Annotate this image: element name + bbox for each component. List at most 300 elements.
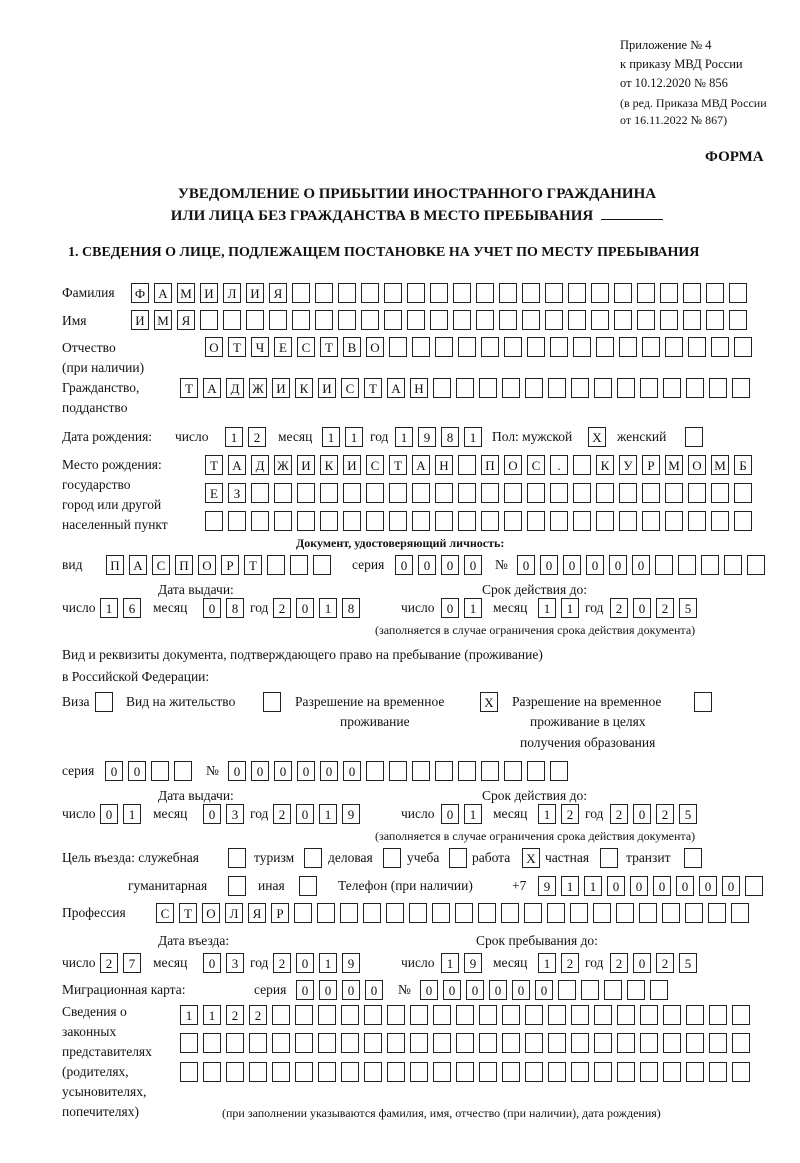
char-cell[interactable] (295, 1062, 313, 1082)
char-cell[interactable] (341, 1005, 359, 1025)
char-cell[interactable] (502, 1062, 520, 1082)
char-cell[interactable]: 0 (441, 598, 459, 618)
char-cell[interactable] (499, 283, 517, 303)
char-cell[interactable]: 0 (296, 953, 314, 973)
char-cell[interactable]: 0 (319, 980, 337, 1000)
char-cell[interactable] (525, 1033, 543, 1053)
char-cell[interactable] (571, 378, 589, 398)
checkbox-cell[interactable] (685, 427, 703, 447)
char-cell[interactable]: С (527, 455, 545, 475)
char-cell[interactable] (639, 903, 657, 923)
char-cell[interactable]: 1 (322, 427, 340, 447)
char-cell[interactable] (456, 1005, 474, 1025)
char-cell[interactable] (364, 1005, 382, 1025)
id-number-field[interactable] (517, 555, 765, 575)
char-cell[interactable] (686, 1033, 704, 1053)
char-cell[interactable]: Я (269, 283, 287, 303)
char-cell[interactable] (558, 980, 576, 1000)
purpose-service-checkbox[interactable] (228, 848, 246, 868)
char-cell[interactable] (596, 483, 614, 503)
char-cell[interactable] (251, 483, 269, 503)
char-cell[interactable] (637, 310, 655, 330)
char-cell[interactable] (481, 761, 499, 781)
checkbox-cell[interactable]: X (522, 848, 540, 868)
char-cell[interactable]: 0 (251, 761, 269, 781)
char-cell[interactable]: 0 (296, 980, 314, 1000)
entry-day-field[interactable] (100, 953, 141, 973)
char-cell[interactable] (389, 483, 407, 503)
char-cell[interactable]: 0 (203, 804, 221, 824)
char-cell[interactable]: 0 (699, 876, 717, 896)
purpose-study-checkbox[interactable] (449, 848, 467, 868)
char-cell[interactable]: 1 (345, 427, 363, 447)
char-cell[interactable] (522, 283, 540, 303)
char-cell[interactable] (456, 378, 474, 398)
char-cell[interactable] (456, 1062, 474, 1082)
birth-place-field-3[interactable] (205, 511, 752, 531)
char-cell[interactable]: В (343, 337, 361, 357)
char-cell[interactable]: 9 (342, 953, 360, 973)
char-cell[interactable]: Т (320, 337, 338, 357)
id-issue-day-field[interactable] (100, 598, 141, 618)
char-cell[interactable] (180, 1033, 198, 1053)
stay-day-field[interactable] (441, 953, 482, 973)
char-cell[interactable]: 1 (225, 427, 243, 447)
char-cell[interactable]: 0 (632, 555, 650, 575)
birth-year-field[interactable] (395, 427, 482, 447)
permit-series-field[interactable] (105, 761, 192, 781)
char-cell[interactable]: С (341, 378, 359, 398)
char-cell[interactable]: Т (364, 378, 382, 398)
char-cell[interactable] (453, 283, 471, 303)
char-cell[interactable]: И (297, 455, 315, 475)
char-cell[interactable]: 8 (226, 598, 244, 618)
char-cell[interactable] (292, 283, 310, 303)
char-cell[interactable] (650, 980, 668, 1000)
char-cell[interactable] (479, 1005, 497, 1025)
char-cell[interactable]: 2 (610, 953, 628, 973)
char-cell[interactable]: 8 (441, 427, 459, 447)
char-cell[interactable] (226, 1033, 244, 1053)
char-cell[interactable] (685, 903, 703, 923)
id-valid-year-field[interactable] (610, 598, 697, 618)
char-cell[interactable]: 9 (342, 804, 360, 824)
char-cell[interactable] (571, 1005, 589, 1025)
char-cell[interactable]: М (665, 455, 683, 475)
purpose-work-checkbox[interactable] (522, 848, 540, 868)
char-cell[interactable] (522, 310, 540, 330)
char-cell[interactable]: Е (274, 337, 292, 357)
char-cell[interactable]: Н (410, 378, 428, 398)
char-cell[interactable] (686, 1062, 704, 1082)
char-cell[interactable] (591, 283, 609, 303)
char-cell[interactable]: 0 (466, 980, 484, 1000)
char-cell[interactable]: 0 (609, 555, 627, 575)
char-cell[interactable] (640, 1005, 658, 1025)
char-cell[interactable] (665, 511, 683, 531)
char-cell[interactable] (435, 761, 453, 781)
char-cell[interactable] (548, 1005, 566, 1025)
checkbox-cell[interactable] (684, 848, 702, 868)
char-cell[interactable]: 1 (441, 953, 459, 973)
char-cell[interactable]: Б (734, 455, 752, 475)
trp-checkbox[interactable] (480, 692, 498, 712)
char-cell[interactable] (274, 511, 292, 531)
patronymic-field[interactable] (205, 337, 752, 357)
checkbox-cell[interactable] (299, 876, 317, 896)
reps-field-2[interactable] (180, 1033, 750, 1053)
char-cell[interactable] (594, 1005, 612, 1025)
char-cell[interactable] (315, 310, 333, 330)
char-cell[interactable]: 0 (320, 761, 338, 781)
permit-valid-year-field[interactable] (610, 804, 697, 824)
profession-field[interactable] (156, 903, 749, 923)
char-cell[interactable]: 1 (395, 427, 413, 447)
surname-field[interactable] (131, 283, 747, 303)
char-cell[interactable] (389, 337, 407, 357)
char-cell[interactable] (502, 1033, 520, 1053)
char-cell[interactable]: 0 (297, 761, 315, 781)
char-cell[interactable] (343, 483, 361, 503)
birth-place-field-2[interactable] (205, 483, 752, 503)
char-cell[interactable]: 1 (464, 598, 482, 618)
stay-month-field[interactable] (538, 953, 579, 973)
char-cell[interactable]: 0 (633, 804, 651, 824)
char-cell[interactable] (479, 1062, 497, 1082)
char-cell[interactable]: 0 (203, 953, 221, 973)
char-cell[interactable] (665, 483, 683, 503)
residence-checkbox[interactable] (263, 692, 281, 712)
char-cell[interactable] (315, 283, 333, 303)
char-cell[interactable] (548, 378, 566, 398)
char-cell[interactable]: Т (205, 455, 223, 475)
char-cell[interactable] (340, 903, 358, 923)
char-cell[interactable] (412, 337, 430, 357)
char-cell[interactable] (407, 310, 425, 330)
char-cell[interactable]: 1 (319, 598, 337, 618)
char-cell[interactable]: И (343, 455, 361, 475)
purpose-humanitarian-checkbox[interactable] (228, 876, 246, 896)
char-cell[interactable] (711, 511, 729, 531)
char-cell[interactable] (267, 555, 285, 575)
char-cell[interactable] (412, 483, 430, 503)
char-cell[interactable] (548, 1033, 566, 1053)
char-cell[interactable]: К (320, 455, 338, 475)
char-cell[interactable]: Т (228, 337, 246, 357)
sex-female-checkbox[interactable] (685, 427, 703, 447)
char-cell[interactable] (640, 1033, 658, 1053)
purpose-private-checkbox[interactable] (600, 848, 618, 868)
char-cell[interactable]: Т (180, 378, 198, 398)
char-cell[interactable]: 0 (203, 598, 221, 618)
char-cell[interactable]: А (412, 455, 430, 475)
char-cell[interactable]: 1 (584, 876, 602, 896)
char-cell[interactable] (504, 337, 522, 357)
char-cell[interactable]: 0 (441, 804, 459, 824)
char-cell[interactable] (683, 283, 701, 303)
permit-number-field[interactable] (228, 761, 568, 781)
trp-edu-checkbox[interactable] (694, 692, 712, 712)
char-cell[interactable]: 0 (722, 876, 740, 896)
char-cell[interactable]: О (504, 455, 522, 475)
char-cell[interactable] (525, 1005, 543, 1025)
char-cell[interactable] (318, 1005, 336, 1025)
char-cell[interactable]: К (295, 378, 313, 398)
char-cell[interactable] (708, 903, 726, 923)
char-cell[interactable]: 0 (630, 876, 648, 896)
char-cell[interactable] (711, 483, 729, 503)
char-cell[interactable] (525, 378, 543, 398)
char-cell[interactable]: Л (223, 283, 241, 303)
char-cell[interactable]: А (387, 378, 405, 398)
char-cell[interactable]: 2 (226, 1005, 244, 1025)
char-cell[interactable] (294, 903, 312, 923)
char-cell[interactable] (226, 1062, 244, 1082)
char-cell[interactable]: 2 (561, 804, 579, 824)
char-cell[interactable] (662, 903, 680, 923)
char-cell[interactable]: М (711, 455, 729, 475)
char-cell[interactable] (174, 761, 192, 781)
char-cell[interactable]: 0 (343, 761, 361, 781)
char-cell[interactable] (604, 980, 622, 1000)
checkbox-cell[interactable] (383, 848, 401, 868)
char-cell[interactable]: 0 (512, 980, 530, 1000)
char-cell[interactable] (619, 337, 637, 357)
char-cell[interactable] (456, 1033, 474, 1053)
id-issue-year-field[interactable] (273, 598, 360, 618)
char-cell[interactable]: Ж (249, 378, 267, 398)
char-cell[interactable] (343, 511, 361, 531)
permit-valid-month-field[interactable] (538, 804, 579, 824)
char-cell[interactable] (433, 378, 451, 398)
char-cell[interactable]: 0 (607, 876, 625, 896)
char-cell[interactable] (479, 378, 497, 398)
char-cell[interactable] (642, 511, 660, 531)
char-cell[interactable] (478, 903, 496, 923)
char-cell[interactable] (711, 337, 729, 357)
char-cell[interactable] (366, 483, 384, 503)
id-series-field[interactable] (395, 555, 482, 575)
visa-checkbox[interactable] (95, 692, 113, 712)
sex-male-checkbox[interactable] (588, 427, 606, 447)
char-cell[interactable] (341, 1033, 359, 1053)
char-cell[interactable] (686, 378, 704, 398)
char-cell[interactable] (593, 903, 611, 923)
char-cell[interactable] (458, 455, 476, 475)
char-cell[interactable]: 5 (679, 598, 697, 618)
char-cell[interactable] (458, 511, 476, 531)
permit-issue-day-field[interactable] (100, 804, 141, 824)
char-cell[interactable]: О (198, 555, 216, 575)
char-cell[interactable] (660, 310, 678, 330)
char-cell[interactable] (313, 555, 331, 575)
char-cell[interactable]: Л (225, 903, 243, 923)
char-cell[interactable]: А (154, 283, 172, 303)
char-cell[interactable]: 0 (633, 953, 651, 973)
char-cell[interactable] (274, 483, 292, 503)
char-cell[interactable]: 0 (489, 980, 507, 1000)
char-cell[interactable]: Ж (274, 455, 292, 475)
char-cell[interactable] (481, 483, 499, 503)
char-cell[interactable] (180, 1062, 198, 1082)
char-cell[interactable] (570, 903, 588, 923)
char-cell[interactable]: 3 (226, 804, 244, 824)
char-cell[interactable]: О (202, 903, 220, 923)
char-cell[interactable] (678, 555, 696, 575)
char-cell[interactable] (548, 1062, 566, 1082)
char-cell[interactable]: 0 (653, 876, 671, 896)
char-cell[interactable] (729, 310, 747, 330)
char-cell[interactable]: 1 (464, 804, 482, 824)
char-cell[interactable] (637, 283, 655, 303)
char-cell[interactable] (501, 903, 519, 923)
reps-field-1[interactable] (180, 1005, 750, 1025)
char-cell[interactable] (295, 1033, 313, 1053)
birth-month-field[interactable] (322, 427, 363, 447)
char-cell[interactable]: 3 (226, 953, 244, 973)
permit-issue-month-field[interactable] (203, 804, 244, 824)
char-cell[interactable] (412, 761, 430, 781)
char-cell[interactable] (366, 761, 384, 781)
char-cell[interactable]: Д (251, 455, 269, 475)
char-cell[interactable] (663, 378, 681, 398)
char-cell[interactable] (734, 511, 752, 531)
char-cell[interactable] (387, 1033, 405, 1053)
char-cell[interactable] (364, 1062, 382, 1082)
id-valid-day-field[interactable] (441, 598, 482, 618)
char-cell[interactable] (200, 310, 218, 330)
char-cell[interactable] (203, 1062, 221, 1082)
char-cell[interactable]: 0 (100, 804, 118, 824)
char-cell[interactable] (410, 1062, 428, 1082)
char-cell[interactable] (364, 1033, 382, 1053)
phone-field[interactable] (538, 876, 763, 896)
char-cell[interactable]: 0 (274, 761, 292, 781)
char-cell[interactable] (453, 310, 471, 330)
char-cell[interactable]: И (200, 283, 218, 303)
char-cell[interactable] (433, 1005, 451, 1025)
char-cell[interactable] (290, 555, 308, 575)
id-kind-field[interactable] (106, 555, 331, 575)
char-cell[interactable] (228, 511, 246, 531)
char-cell[interactable] (527, 511, 545, 531)
char-cell[interactable]: Ф (131, 283, 149, 303)
char-cell[interactable] (594, 1033, 612, 1053)
char-cell[interactable] (571, 1033, 589, 1053)
char-cell[interactable] (476, 283, 494, 303)
char-cell[interactable] (318, 1062, 336, 1082)
char-cell[interactable]: 0 (296, 804, 314, 824)
char-cell[interactable] (317, 903, 335, 923)
char-cell[interactable]: А (129, 555, 147, 575)
purpose-tourism-checkbox[interactable] (304, 848, 322, 868)
char-cell[interactable] (706, 283, 724, 303)
char-cell[interactable] (571, 1062, 589, 1082)
char-cell[interactable] (527, 337, 545, 357)
char-cell[interactable]: 0 (517, 555, 535, 575)
char-cell[interactable] (550, 761, 568, 781)
char-cell[interactable] (409, 903, 427, 923)
char-cell[interactable]: 2 (656, 598, 674, 618)
char-cell[interactable]: 0 (464, 555, 482, 575)
char-cell[interactable] (407, 283, 425, 303)
char-cell[interactable]: 0 (563, 555, 581, 575)
char-cell[interactable]: 0 (296, 598, 314, 618)
char-cell[interactable] (596, 337, 614, 357)
char-cell[interactable]: 0 (633, 598, 651, 618)
checkbox-cell[interactable]: X (480, 692, 498, 712)
checkbox-cell[interactable] (228, 848, 246, 868)
char-cell[interactable]: Ч (251, 337, 269, 357)
purpose-other-checkbox[interactable] (299, 876, 317, 896)
char-cell[interactable] (502, 1005, 520, 1025)
char-cell[interactable]: 9 (418, 427, 436, 447)
place-type-blank[interactable] (601, 205, 663, 220)
char-cell[interactable]: 0 (420, 980, 438, 1000)
char-cell[interactable]: Я (248, 903, 266, 923)
char-cell[interactable]: П (481, 455, 499, 475)
char-cell[interactable]: А (203, 378, 221, 398)
char-cell[interactable] (272, 1033, 290, 1053)
char-cell[interactable]: 2 (273, 804, 291, 824)
char-cell[interactable]: 0 (105, 761, 123, 781)
char-cell[interactable]: И (272, 378, 290, 398)
char-cell[interactable] (663, 1062, 681, 1082)
char-cell[interactable] (627, 980, 645, 1000)
mc-number-field[interactable] (420, 980, 668, 1000)
permit-issue-year-field[interactable] (273, 804, 360, 824)
char-cell[interactable] (203, 1033, 221, 1053)
char-cell[interactable] (504, 511, 522, 531)
char-cell[interactable] (366, 511, 384, 531)
char-cell[interactable] (640, 378, 658, 398)
char-cell[interactable]: С (297, 337, 315, 357)
char-cell[interactable] (292, 310, 310, 330)
char-cell[interactable]: 0 (395, 555, 413, 575)
char-cell[interactable] (527, 483, 545, 503)
char-cell[interactable] (683, 310, 701, 330)
char-cell[interactable] (724, 555, 742, 575)
checkbox-cell[interactable] (263, 692, 281, 712)
checkbox-cell[interactable]: X (588, 427, 606, 447)
birth-place-field-1[interactable] (205, 455, 752, 475)
char-cell[interactable] (223, 310, 241, 330)
char-cell[interactable] (384, 283, 402, 303)
char-cell[interactable] (433, 1033, 451, 1053)
char-cell[interactable]: О (366, 337, 384, 357)
char-cell[interactable]: 1 (203, 1005, 221, 1025)
char-cell[interactable] (545, 283, 563, 303)
char-cell[interactable] (504, 483, 522, 503)
name-field[interactable] (131, 310, 747, 330)
char-cell[interactable] (338, 310, 356, 330)
char-cell[interactable]: С (156, 903, 174, 923)
reps-field-3[interactable] (180, 1062, 750, 1082)
char-cell[interactable] (430, 310, 448, 330)
char-cell[interactable] (545, 310, 563, 330)
char-cell[interactable] (481, 511, 499, 531)
char-cell[interactable] (320, 483, 338, 503)
char-cell[interactable] (663, 1005, 681, 1025)
checkbox-cell[interactable] (449, 848, 467, 868)
char-cell[interactable] (205, 511, 223, 531)
char-cell[interactable] (665, 337, 683, 357)
char-cell[interactable] (594, 1062, 612, 1082)
char-cell[interactable]: 0 (342, 980, 360, 1000)
char-cell[interactable]: 1 (538, 953, 556, 973)
checkbox-cell[interactable] (95, 692, 113, 712)
char-cell[interactable]: С (152, 555, 170, 575)
